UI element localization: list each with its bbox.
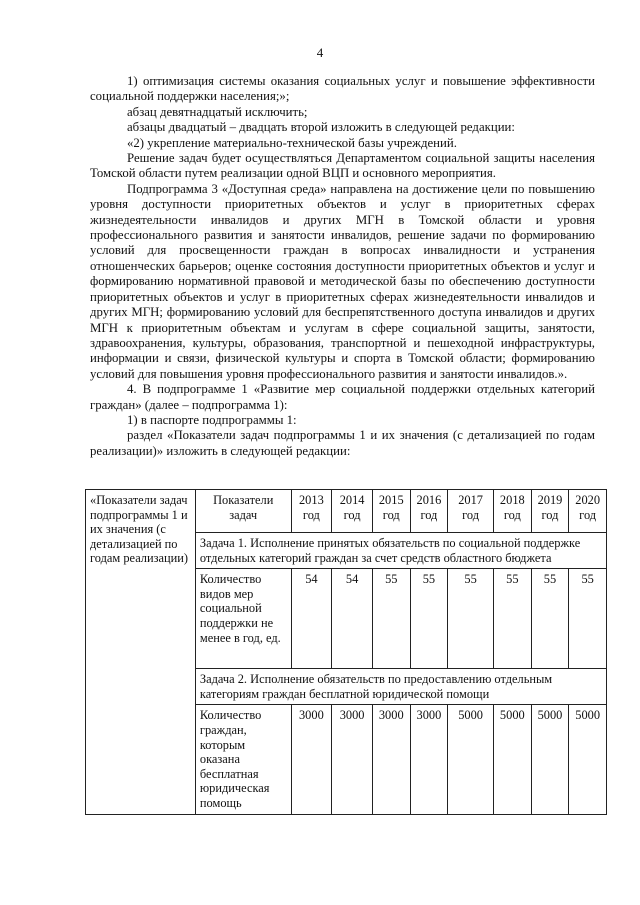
table-cell: 5000 [448, 705, 494, 814]
paragraph: 4. В подпрограмме 1 «Развитие мер социальной поддержки отдельных категорий граждан» (далее – подпрограмма 1): [90, 382, 595, 412]
task-2-indicator: Количество граждан, которым оказана бесплатная юридическая помощь [195, 705, 291, 814]
page-number: 4 [316, 45, 324, 60]
table-cell: 55 [410, 569, 448, 669]
table-cell: 5000 [531, 705, 569, 814]
year-header: 2017 год [448, 490, 494, 533]
task-1-title: Задача 1. Исполнение принятых обязательств по социальной поддержке отдельных категорий граждан за счет средств областного бюджета [195, 533, 606, 569]
task-1-indicator: Количество видов мер социальной поддержки не менее в год, ед. [195, 569, 291, 669]
year-header: 2014 год [332, 490, 373, 533]
table-cell: 54 [332, 569, 373, 669]
body-text [90, 74, 595, 459]
table-cell: 5000 [569, 705, 607, 814]
paragraph: 1) оптимизация системы оказания социальных услуг и повышение эффективности социальной поддержки населения;»; [90, 74, 595, 104]
paragraph: абзац девятнадцатый исключить; [127, 104, 308, 119]
paragraph: Подпрограмма 3 «Доступная среда» направлена на достижение цели по повышению уровня доступности приоритетных объектов и услуг в приоритетных сферах жизнедеятельности инвалидов и других МГН в Томской области и уровня профессионального развития и занятости инвалидов, решение задачи по формированию условий для просвещенности граждан в вопросах инвалидности и устранения отношенческих барьеров; оценке состояния доступности приоритетных объектов и услуг и формированию нормативной правовой и методической базы по обеспечению доступности приоритетных объектов и услуг в приоритетных сферах жизнедеятельности инвалидов и других МГН; формированию условий для беспрепятственного доступа инвалидов и других МГН к приоритетным объектам и услугам в сфере социальной защиты, занятости, здравоохранения, культуры, образования, транспортной и пешеходной инфраструктуры, информации и связи, физической культуры и спорта в Томской области; формированию условий для повышения уровня профессионального развития и занятости инвалидов.». [90, 181, 595, 381]
table-cell: 55 [494, 569, 532, 669]
year-header: 2016 год [410, 490, 448, 533]
table-cell: 55 [372, 569, 410, 669]
table-cell: 54 [291, 569, 332, 669]
paragraph: Решение задач будет осуществляться Департаментом социальной защиты населения Томской области путем реализации одной ВЦП и основного мероприятия. [90, 151, 595, 181]
paragraph: раздел «Показатели задач подпрограммы 1 и их значения (с детализацией по годам реализации)» изложить в следующей редакции: [90, 428, 595, 458]
table-cell: 3000 [410, 705, 448, 814]
paragraph: 1) в паспорте подпрограммы 1: [127, 412, 297, 427]
paragraph: абзацы двадцатый – двадцать второй изложить в следующей редакции: [127, 120, 515, 135]
table-cell: 3000 [291, 705, 332, 814]
table-cell: 3000 [332, 705, 373, 814]
table-cell: 55 [569, 569, 607, 669]
year-header: 2013 год [291, 490, 332, 533]
year-header: 2015 год [372, 490, 410, 533]
year-header: 2018 год [494, 490, 532, 533]
table-cell: 55 [531, 569, 569, 669]
year-header: 2020 год [569, 490, 607, 533]
task-2-title: Задача 2. Исполнение обязательств по предоставлению отдельным категориям граждан бесплатной юридической помощи [195, 669, 606, 705]
indicators-table [85, 489, 607, 815]
paragraph: «2) укрепление материально-технической базы учреждений. [127, 135, 457, 150]
year-header: 2019 год [531, 490, 569, 533]
table-header-row [86, 490, 607, 533]
table-cell: 55 [448, 569, 494, 669]
table-left-label: «Показатели задач подпрограммы 1 и их значения (с детализацией по годам реализации) [86, 490, 196, 815]
table-cell: 3000 [372, 705, 410, 814]
table-cell: 5000 [494, 705, 532, 814]
indicator-header: Показатели задач [195, 490, 291, 533]
